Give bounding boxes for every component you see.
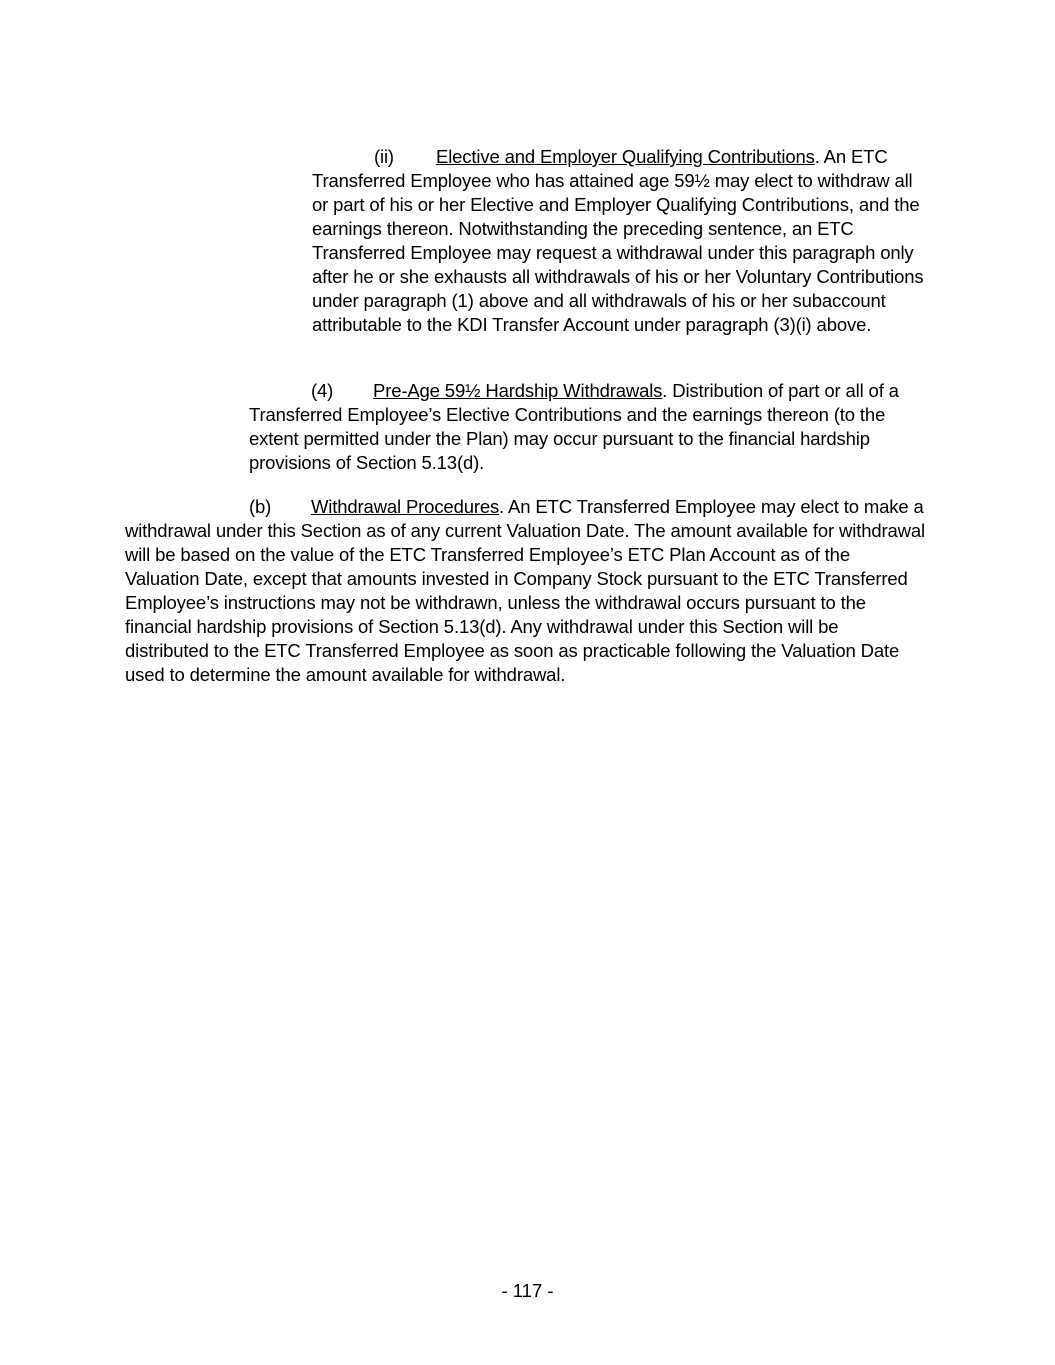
- paragraph-heading: Withdrawal Procedures: [311, 496, 500, 517]
- paragraph-number: (b): [249, 496, 272, 517]
- paragraph-number: (4): [311, 380, 334, 401]
- paragraph-heading: Elective and Employer Qualifying Contributions: [436, 146, 815, 167]
- page-number: - 117 -: [501, 1280, 554, 1301]
- paragraph-body: . An ETC Transferred Employee may elect to make a withdrawal under this Section as of any current Valuation Date. The amount available for withdrawal will be based on the value of the ETC Transferred Employee’s ETC Plan Account as of the Valuation Date, except that amounts invested in Company Stock pursuant to the ETC Transferred Employee’s instructions may not be withdrawn, unless the withdrawal occurs pursuant to the financial hardship provisions of Section 5.13(d). Any withdrawal under this Section will be distributed to the ETC Transferred Employee as soon as practicable following the Valuation Date used to determine the amount available for withdrawal.: [125, 496, 925, 685]
- paragraph-heading: Pre-Age 59½ Hardship Withdrawals: [373, 380, 663, 401]
- paragraph-body: . An ETC Transferred Employee who has attained age 59½ may elect to withdraw all or part of his or her Elective and Employer Qualifying Contributions, and the earnings thereon. Notwithstanding the preceding sentence, an ETC Transferred Employee may request a withdrawal under this paragraph only after he or she exhausts all withdrawals of his or her Voluntary Contributions under paragraph (1) above and all withdrawals of his or her subaccount attributable to the KDI Transfer Account under paragraph (3)(i) above.: [312, 146, 924, 335]
- paragraph-4: [249, 379, 929, 475]
- paragraph-ii: [312, 145, 924, 337]
- paragraph-number: (ii): [374, 146, 394, 167]
- paragraph-body: . Distribution of part or all of a Transferred Employee’s Elective Contributions and the earnings thereon (to the extent permitted under the Plan) may occur pursuant to the financial hardship provisions of Section 5.13(d).: [249, 380, 899, 473]
- paragraph-b: [125, 495, 925, 687]
